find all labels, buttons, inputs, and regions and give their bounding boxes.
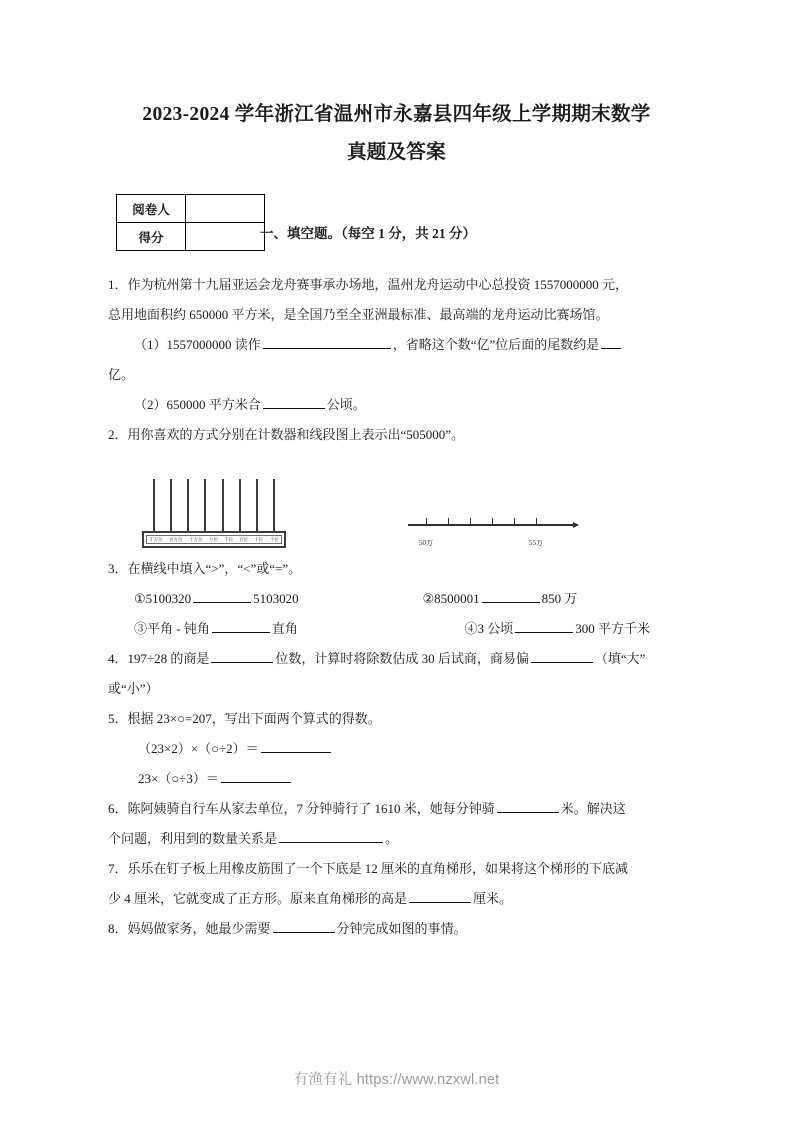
question-3-item-3 (134, 614, 423, 644)
answer-blank[interactable] (211, 648, 273, 663)
question-4-text-a: 4．197÷28 的商是 (108, 651, 210, 666)
question-4-text-b: 位数，计算时将除数估成 30 后试商，商易偏 (275, 651, 529, 666)
answer-blank[interactable] (273, 918, 335, 933)
counter-rod (273, 479, 275, 531)
question-3-item-4 (423, 614, 712, 644)
number-line-tick-label: 55万 (529, 539, 543, 547)
question-3-item-1-left: 5100320 (145, 591, 192, 606)
answer-blank[interactable] (212, 618, 270, 633)
question-5 (108, 704, 685, 794)
number-line-axis (408, 524, 574, 526)
question-5-expression-1-text: （23×2）×（○÷2）＝ (138, 741, 259, 756)
answer-blank[interactable] (482, 588, 540, 603)
answer-blank[interactable] (409, 888, 471, 903)
question-5-expression-2 (108, 764, 685, 794)
counter-rod (187, 479, 189, 531)
question-1-sub-1-text-a: （1）1557000000 读作 (134, 337, 261, 352)
table-row (117, 223, 265, 251)
question-6 (108, 794, 685, 854)
score-label: 得分 (117, 223, 186, 251)
question-3-item-4-right: 300 平方千米 (575, 621, 651, 636)
score-table (116, 194, 265, 251)
question-7-line-1: 7．乐乐在钉子板上用橡皮筋围了一个下底是 12 厘米的直角梯形，如果将这个梯形的下底减 (108, 861, 629, 876)
answer-blank[interactable] (261, 738, 331, 753)
question-4-line-2: 或“小”） (108, 681, 159, 696)
section-header-row (108, 194, 685, 266)
counter-place-label: 千万位 (149, 537, 163, 542)
number-line-tick (448, 518, 449, 525)
question-4-line-1 (108, 644, 685, 674)
question-3-item-2 (423, 584, 712, 614)
question-1-sub-2 (108, 390, 685, 420)
question-8-text-a: 8．妈妈做家务，她最少需要 (108, 921, 271, 936)
question-3-item-3-left: 平角 - 钝角 (147, 621, 210, 636)
number-line-tick (514, 518, 515, 525)
question-1-sub-1-text-b: ，省略这个数“亿”位后面的尾数约是 (392, 337, 600, 352)
footer-watermark: 有渔有礼 https://www.nzxwl.net (293, 1072, 500, 1088)
question-3-item-1-marker: ① (134, 591, 146, 606)
question-8-line-1 (108, 914, 685, 944)
number-line-figure (408, 502, 588, 548)
counter-place-label: 百万位 (169, 537, 183, 542)
question-2 (108, 420, 685, 548)
question-7-text-b: 少 4 厘米，它就变成了正方形。原来直角梯形的高是 (108, 891, 408, 906)
question-3-item-3-marker: ③ (134, 621, 148, 636)
counter-rods (142, 479, 286, 531)
page-title-line-1: 2023-2024 学年浙江省温州市永嘉县四年级上学期期末数学 (142, 104, 651, 125)
question-6-line-1 (108, 794, 685, 824)
question-8-text-b: 分钟完成如图的事情。 (336, 921, 467, 936)
number-line-tick (536, 518, 537, 525)
question-8 (108, 914, 685, 944)
question-4 (108, 644, 685, 704)
number-line-tick (470, 518, 471, 525)
counter-rod (222, 479, 224, 531)
answer-blank[interactable] (263, 334, 391, 349)
question-6-text-a: 6．陈阿姨骑自行车从家去单位，7 分钟骑行了 1610 米，她每分钟骑 (108, 801, 495, 816)
question-2-body: 2．用你喜欢的方式分别在计数器和线段图上表示出“505000”。 (108, 427, 465, 442)
question-1-sub-2-text-b: 公顷。 (326, 397, 366, 412)
table-row (117, 195, 265, 223)
question-1-sub-1 (108, 330, 685, 360)
counter-place-label: 千位 (224, 537, 233, 542)
question-5-body: 5．根据 23×○=207，写出下面两个算式的得数。 (108, 711, 381, 726)
question-3-row-2 (108, 614, 711, 644)
answer-blank[interactable] (279, 828, 383, 843)
question-6-text-c: 个问题，利用到的数量关系是 (108, 831, 278, 846)
answer-blank[interactable] (221, 768, 291, 783)
counter-base (142, 531, 286, 548)
counter-rod (204, 479, 206, 531)
question-5-expression-2-text: 23×（○÷3）＝ (138, 771, 219, 786)
counter-figure (142, 479, 342, 548)
page-title (108, 0, 685, 172)
question-3-body: 3．在横线中填入“>”，“<”或“=”。 (108, 561, 302, 576)
answer-blank[interactable] (515, 618, 573, 633)
number-line-tick (426, 518, 427, 525)
question-6-text-b: 米。解决这 (560, 801, 626, 816)
answer-blank[interactable] (193, 588, 251, 603)
counter-place-label: 十万位 (189, 537, 203, 542)
number-line-tick-label: 50万 (419, 539, 433, 547)
number-line-tick (492, 518, 493, 525)
question-list (108, 270, 685, 944)
question-7 (108, 854, 685, 914)
grader-value-cell[interactable] (186, 195, 265, 223)
question-3-item-2-right: 850 万 (541, 591, 578, 606)
counter-rod (239, 479, 241, 531)
section-heading: 一、填空题。（每空 1 分，共 21 分） (260, 226, 476, 241)
answer-blank[interactable] (497, 798, 559, 813)
question-3 (108, 554, 685, 644)
counter-rod (256, 479, 258, 531)
counter-place-label: 百位 (239, 537, 249, 542)
question-5-expression-1 (108, 734, 685, 764)
question-4-text-c: （填“大” (594, 651, 646, 666)
question-3-item-1-right: 5103020 (253, 591, 299, 606)
score-value-cell[interactable] (186, 223, 265, 251)
question-3-item-2-marker: ② (422, 591, 435, 606)
answer-blank[interactable] (531, 648, 593, 663)
question-7-text-c: 厘米。 (473, 891, 513, 906)
question-3-item-4-left: 3 公顷 (477, 621, 514, 636)
question-1-body-line-1: 1．作为杭州第十九届亚运会龙舟赛事承办场地，温州龙舟运动中心总投资 1557000000 元， (108, 277, 629, 292)
page-title-line-2: 真题及答案 (346, 142, 446, 163)
question-2-figures (108, 458, 685, 548)
question-6-line-2 (108, 824, 685, 854)
question-3-item-1 (134, 584, 423, 614)
grader-label: 阅卷人 (117, 195, 186, 223)
counter-place-label: 十位 (254, 537, 264, 542)
answer-blank[interactable] (263, 394, 325, 409)
question-1-sub-2-text-a: （2）650000 平方米合 (134, 397, 261, 412)
question-3-item-3-right: 直角 (271, 621, 298, 636)
counter-rod (153, 479, 155, 531)
question-3-item-4-marker: ④ (464, 621, 478, 636)
question-7-line-2 (108, 884, 685, 914)
question-1-sub-1-cont: 亿。 (108, 367, 135, 382)
question-3-row-1 (108, 584, 711, 614)
question-1 (108, 270, 685, 420)
counter-place-label: 个位 (269, 537, 279, 542)
counter-place-label: 万位 (208, 537, 218, 542)
question-3-item-2-left: 8500001 (434, 591, 480, 606)
question-6-text-d: 。 (385, 831, 399, 846)
answer-blank[interactable] (601, 334, 621, 349)
question-1-body-line-2: 总用地面积约 650000 平方米，是全国乃至全亚洲最标准、最高端的龙舟运动比赛场馆。 (108, 307, 609, 322)
counter-rod (170, 479, 172, 531)
